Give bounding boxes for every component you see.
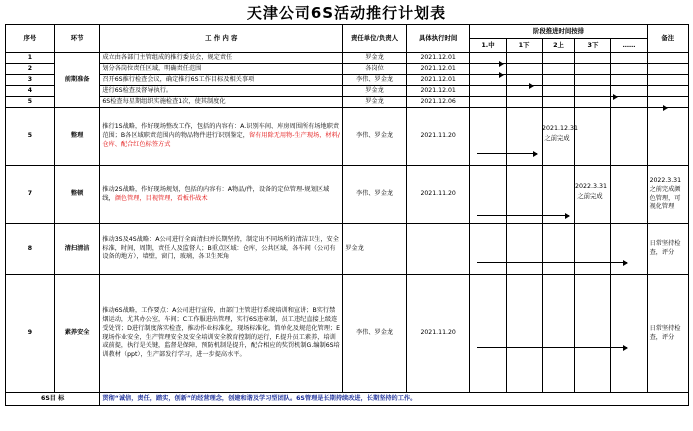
- schedule-arrow: [477, 347, 627, 348]
- table-row: [6, 75, 689, 86]
- stage-header: 3下: [575, 39, 611, 53]
- table-row: [6, 53, 689, 64]
- row-owner: 各岗位: [343, 64, 407, 75]
- goal-label: 6S目 标: [6, 393, 100, 406]
- document-title: 天津公司6S活动推行计划表: [246, 4, 447, 22]
- row-no: 9: [6, 275, 55, 393]
- header-schedule: 阶段推进时间按排: [470, 25, 647, 39]
- schedule-arrow: [477, 215, 569, 216]
- row-date: 2021.11.20: [406, 166, 470, 224]
- table-row: [6, 64, 689, 75]
- row-date: 2021.12.01: [406, 53, 470, 64]
- row-no: 5: [6, 108, 55, 166]
- row-content: 划分各岗位责任区域，明确责任范围: [100, 64, 343, 75]
- table-row: [6, 108, 689, 166]
- row-owner: 李伟、罗金龙: [343, 75, 407, 86]
- row-owner: 罗金龙: [343, 224, 407, 275]
- header-section: 环节: [54, 25, 100, 53]
- plan-table: [5, 24, 689, 406]
- row-owner: 李伟、罗金龙: [343, 275, 407, 393]
- row-date: [406, 224, 470, 275]
- phase-note-2: 2022.3.31之前完成: [575, 183, 608, 200]
- row-content-highlight: 颜色管理，目视管理，看板作战术: [114, 194, 208, 202]
- goal-text: 贯彻“诚信，责任，踏实，创新”的经营理念，创建和谐及学习型团队。6S管理是长期持续改进，长期坚持的工作。: [100, 393, 689, 406]
- table-row: [6, 86, 689, 97]
- row-content: 成立由各部门主管组成的推行委员会，规定责任: [100, 53, 343, 64]
- table-row: [6, 275, 689, 393]
- schedule-arrow: [477, 107, 667, 108]
- header-content: 工 作 内 容: [100, 25, 343, 53]
- schedule-arrow: [477, 96, 617, 97]
- section-prep: 前期准备: [54, 53, 100, 108]
- schedule-arrow: [477, 74, 503, 75]
- row-content: 推动3S及4S战略：A公司进行全面清扫并长期坚持，制定出不同场所的清洁卫生，安全标准，时间，周期，责任人及监督人；B重点区域：仓库，公共区域，各车间（公司有设备的地方），墙壁，窗门，玻璃，各卫生死角: [100, 224, 343, 275]
- row-remark: 2022.3.31之前完成颜色管理，可视化管理: [647, 166, 688, 224]
- stage-header: 1下: [506, 39, 542, 53]
- row-remark: 日常坚持检查，评分: [647, 275, 688, 393]
- row-remark: 日常坚持检查，评分: [647, 224, 688, 275]
- row-no: 4: [6, 86, 55, 97]
- row-date: 2021.12.06: [406, 97, 470, 108]
- row-no: 1: [6, 53, 55, 64]
- row-date: 2021.11.20: [406, 275, 470, 393]
- schedule-arrow: [477, 85, 533, 86]
- phase-note-1: 2021.12.31之前完成: [542, 125, 579, 142]
- stage-header: 2上: [542, 39, 575, 53]
- schedule-arrow: [477, 63, 503, 64]
- row-no: 3: [6, 75, 55, 86]
- header-no: 序号: [6, 25, 55, 53]
- row-date: 2021.11.20: [406, 108, 470, 166]
- row-owner: 罗金龙: [343, 53, 407, 64]
- header-date: 具体执行时间: [406, 25, 470, 53]
- stage-header: 1.中: [470, 39, 506, 53]
- row-content: 进行6S检查及督导执行。: [100, 86, 343, 97]
- row-section: 素养安全: [54, 275, 100, 393]
- row-no: 5: [6, 97, 55, 108]
- row-section: 整顿: [54, 166, 100, 224]
- row-content: 推动6S战略，工作要点：A公司进行宣传，由部门主管进行系统培训和宣讲；B实行禁烟运动，尤其办公室，车间；C工作服进出管理，实行6S违章制，员工违纪直接上级连受处罚；D进行制度落实检查，推动作业标准化，现场标准化，简单化及规范化管理；E现场作业安全，生产管理安全及安全培训安全教育控制的运行，F.提升员工素养，培训或前提，执行是关键，监督是保障，预防机制是提升，配合相应的奖罚机制G.编制6S培训教材（ppt），生产部发行学习，进一步提高水平。: [100, 275, 343, 393]
- goal-row: [6, 393, 689, 406]
- table-row: [6, 224, 689, 275]
- row-owner: 罗金龙: [343, 97, 407, 108]
- header-remark: 备注: [647, 25, 688, 53]
- row-date: 2021.12.01: [406, 64, 470, 75]
- row-no: 2: [6, 64, 55, 75]
- row-section: 清扫清洁: [54, 224, 100, 275]
- row-date: 2021.12.01: [406, 86, 470, 97]
- row-section: 整理: [54, 108, 100, 166]
- row-owner: 李伟、罗金龙: [343, 166, 407, 224]
- header-owner: 责任单位/负责人: [343, 25, 407, 53]
- row-owner: 罗金龙: [343, 86, 407, 97]
- row-content: 推动2S战略，作好现场规划，包括的内容有：A物品/件，设备的定位管理-规划区域线，颜色管理，目视管理，看板作战术: [100, 166, 343, 224]
- schedule-arrow: [477, 153, 537, 154]
- row-owner: 李伟、罗金龙: [343, 108, 407, 166]
- table-row: [6, 97, 689, 108]
- row-no: 8: [6, 224, 55, 275]
- schedule-arrow: [477, 262, 627, 263]
- row-content: 6S检查每星期组织实施检查1次，使其制度化: [100, 97, 343, 108]
- row-content: 召开6S推行检查会议，确定推行6S工作目标及相关事项: [100, 75, 343, 86]
- row-content: 推行1S战略，作好现场整改工作，包括的内容有：A.识别车间、库房周围所有场地职责范围；B各区域职责范围内的物品物件进行识别鉴定，留有用除无用物-生产现场，材料/仓库、配合红色标签方式: [100, 108, 343, 166]
- row-no: 7: [6, 166, 55, 224]
- stage-header: ……: [611, 39, 647, 53]
- row-content-highlight: 留有用除无用物-生产现场，材料/仓库、配合红色标签方式: [102, 132, 340, 148]
- row-date: 2021.12.01: [406, 75, 470, 86]
